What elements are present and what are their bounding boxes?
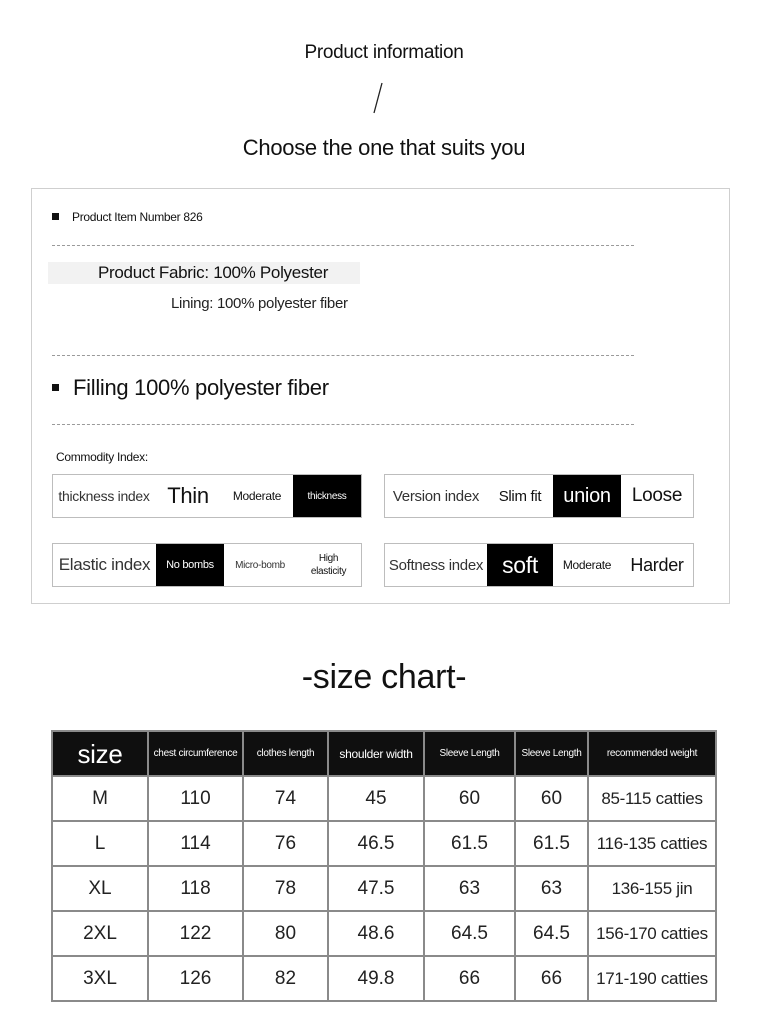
softness-index-label: Softness index: [388, 556, 484, 574]
header-sleeve-length: Sleeve Length: [515, 731, 588, 776]
cell-clothes-length: 74: [243, 776, 328, 821]
cell-sleeve-length: 60: [424, 776, 515, 821]
table-row: [52, 911, 716, 956]
version-option-loose: Loose: [631, 485, 683, 506]
thickness-index-scale: [52, 474, 362, 518]
elastic-option-no-bombs: No bombs: [156, 544, 224, 586]
page-subtitle: Choose the one that suits you: [242, 135, 526, 160]
cell-shoulder-width: 45: [328, 776, 424, 821]
bullet-square-icon: [52, 213, 59, 220]
cell-chest: 110: [148, 776, 243, 821]
table-row: [52, 866, 716, 911]
cell-size: 3XL: [52, 956, 148, 1001]
size-chart-header-row: [52, 731, 716, 776]
cell-recommended-weight: 116-135 catties: [588, 821, 716, 866]
header-clothes-length: clothes length: [243, 731, 328, 776]
header-recommended-weight: recommended weight: [588, 731, 716, 776]
commodity-index-label: Commodity Index:: [56, 450, 148, 464]
cell-shoulder-width: 49.8: [328, 956, 424, 1001]
cell-sleeve-length: 64.5: [515, 911, 588, 956]
product-item-number: Product Item Number 826: [72, 210, 203, 224]
table-row: [52, 821, 716, 866]
thickness-option-thin: Thin: [167, 483, 209, 508]
thickness-option-moderate: Moderate: [232, 489, 282, 503]
size-chart-table: [51, 730, 717, 1002]
product-fabric: Product Fabric: 100% Polyester: [48, 262, 360, 284]
elastic-index-label: Elastic index: [58, 555, 151, 574]
slash-divider: [372, 82, 384, 114]
version-option-slim-fit: Slim fit: [498, 487, 542, 505]
cell-shoulder-width: 48.6: [328, 911, 424, 956]
bullet-square-icon: [52, 384, 59, 391]
cell-clothes-length: 80: [243, 911, 328, 956]
cell-clothes-length: 76: [243, 821, 328, 866]
thickness-index-label: thickness index: [58, 488, 150, 504]
header-size: size: [52, 731, 148, 776]
cell-shoulder-width: 46.5: [328, 821, 424, 866]
header-chest: chest circumference: [148, 731, 243, 776]
header-shoulder-width: shoulder width: [328, 731, 424, 776]
dashed-divider: [52, 245, 634, 246]
softness-option-moderate: Moderate: [562, 558, 612, 572]
version-index-scale: [384, 474, 694, 518]
elastic-index-scale: [52, 543, 362, 587]
cell-recommended-weight: 136-155 jin: [588, 866, 716, 911]
elastic-option-micro-bomb: Micro-bomb: [235, 559, 285, 571]
version-option-union: union: [553, 475, 621, 517]
cell-size: XL: [52, 866, 148, 911]
cell-clothes-length: 78: [243, 866, 328, 911]
cell-clothes-length: 82: [243, 956, 328, 1001]
cell-chest: 118: [148, 866, 243, 911]
cell-sleeve-length: 61.5: [515, 821, 588, 866]
cell-shoulder-width: 47.5: [328, 866, 424, 911]
product-lining: Lining: 100% polyester fiber: [171, 295, 348, 312]
cell-sleeve-length: 61.5: [424, 821, 515, 866]
softness-index-scale: [384, 543, 694, 587]
cell-recommended-weight: 85-115 catties: [588, 776, 716, 821]
cell-size: 2XL: [52, 911, 148, 956]
cell-size: L: [52, 821, 148, 866]
cell-size: M: [52, 776, 148, 821]
cell-sleeve-length: 66: [515, 956, 588, 1001]
header-sleeve-length: Sleeve Length: [424, 731, 515, 776]
softness-option-harder: Harder: [630, 554, 684, 575]
table-row: [52, 776, 716, 821]
cell-recommended-weight: 171-190 catties: [588, 956, 716, 1001]
cell-chest: 114: [148, 821, 243, 866]
dashed-divider: [52, 355, 634, 356]
cell-sleeve-length: 66: [424, 956, 515, 1001]
cell-sleeve-length: 63: [515, 866, 588, 911]
cell-recommended-weight: 156-170 catties: [588, 911, 716, 956]
cell-chest: 126: [148, 956, 243, 1001]
cell-sleeve-length: 63: [424, 866, 515, 911]
cell-chest: 122: [148, 911, 243, 956]
softness-option-soft: soft: [487, 544, 553, 586]
size-chart-title: -size chart-: [301, 658, 467, 696]
page-title: Product information: [304, 42, 464, 63]
product-filling: Filling 100% polyester fiber: [73, 375, 329, 400]
cell-sleeve-length: 64.5: [424, 911, 515, 956]
cell-sleeve-length: 60: [515, 776, 588, 821]
version-index-label: Version index: [392, 487, 480, 505]
thickness-option-thickness: thickness: [293, 475, 361, 517]
table-row: [52, 956, 716, 1001]
dashed-divider: [52, 424, 634, 425]
elastic-option-high-elasticity: High elasticity: [310, 553, 347, 577]
